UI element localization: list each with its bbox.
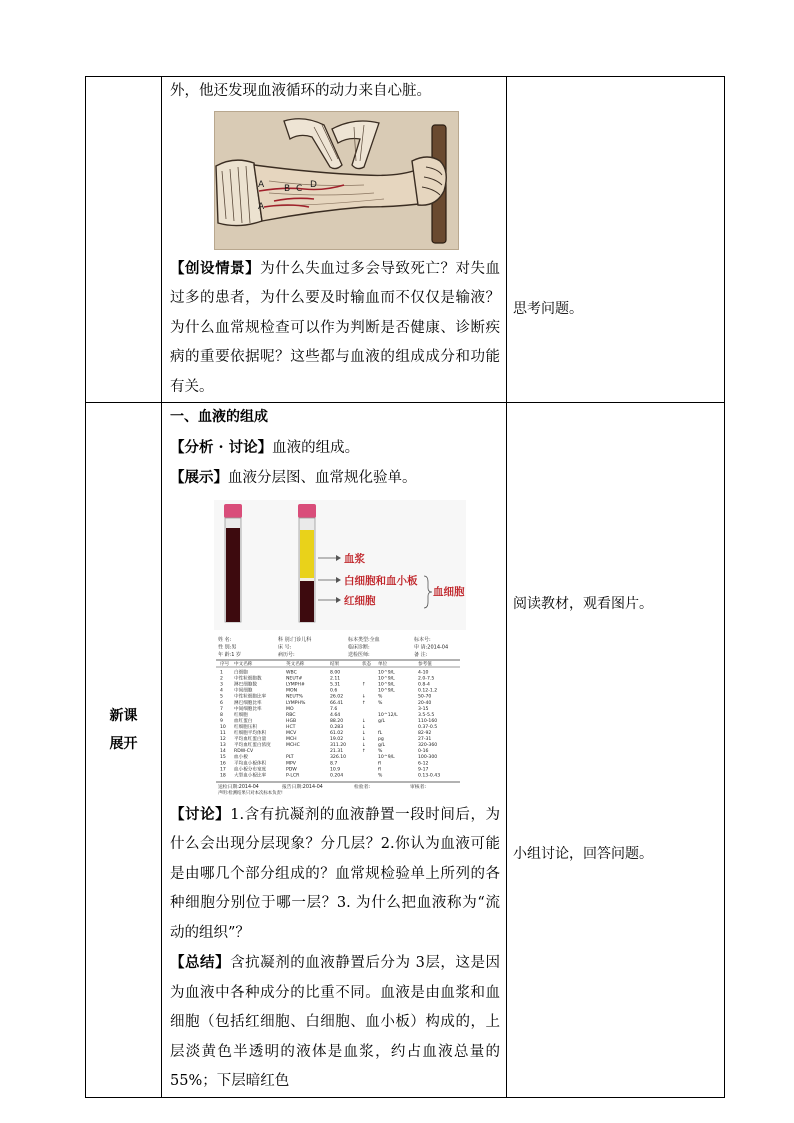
discussion-text: 1.含有抗凝剂的血液静置一段时间后，为什么会出现分层现象？分几层？2.你认为血液可能是由哪几个部分组成的？血常规检验单上所列的各种细胞分别位于哪一层？3. 为什么把血液称为“流动的组织”？: [170, 806, 501, 941]
report-cell: 15: [220, 754, 226, 760]
content-cell: [162, 77, 507, 403]
show-tag: 【展示】: [170, 469, 228, 486]
report-cell: 5.31: [330, 682, 341, 688]
section-cell: [86, 403, 162, 1098]
report-cell: g/L: [378, 742, 386, 748]
report-cell: %: [378, 694, 383, 700]
summary-tag: 【总结】: [170, 954, 231, 971]
report-cell: ↓: [362, 724, 366, 730]
report-cell: LYMPH%: [286, 700, 306, 706]
blood-test-report: [214, 634, 462, 796]
student-activity-read: 阅读教材，观看图片。: [513, 596, 653, 612]
report-cell: 12: [220, 736, 226, 742]
report-cell: WBC: [286, 670, 297, 675]
report-cell: 0.37-0.5: [418, 724, 438, 730]
report-cell: 88.20: [330, 718, 344, 724]
section-cell-empty: [86, 77, 162, 403]
activity-cell: [507, 403, 725, 1098]
report-cell: ↑: [362, 748, 366, 754]
report-cell: 1: [220, 670, 223, 675]
report-cell: 淋巴细胞数: [234, 682, 257, 688]
report-cell: PLT: [286, 754, 294, 760]
report-cell: RBC: [286, 712, 296, 718]
report-cell: PDW: [286, 766, 297, 772]
report-header-cell: 申 请:2014-04: [414, 644, 449, 650]
table-row: [86, 403, 725, 1098]
report-cell: MCV: [286, 730, 297, 736]
report-column-label: 参考值: [418, 661, 432, 667]
report-cell: 82-92: [418, 730, 432, 736]
arm-label-a-top: A: [258, 179, 265, 190]
report-column-label: 状态: [362, 661, 372, 667]
report-cell: 平均血红蛋白浓度: [234, 742, 271, 748]
report-cell: 100-300: [418, 754, 438, 760]
report-footer-cell: 送检日期:2014-04: [218, 784, 259, 790]
report-header-cell: 送检医师:: [348, 651, 370, 658]
report-cell: 21.31: [330, 748, 344, 754]
report-cell: 17: [220, 766, 226, 772]
report-cell: 中性粒细胞比率: [234, 694, 267, 700]
report-cell: 3.5-5.5: [418, 712, 435, 718]
label-plasma: 血浆: [344, 552, 365, 565]
arm-label-c: C: [296, 183, 303, 194]
tube1-cap: [224, 504, 242, 518]
report-column-label: 结果: [330, 661, 340, 667]
report-cell: 10.9: [330, 766, 341, 772]
report-cell: 0-16: [418, 748, 429, 754]
report-cell: 2: [220, 676, 223, 682]
report-cell: 311.20: [330, 742, 347, 748]
report-cell: 0.8-4: [418, 682, 430, 688]
report-cell: 61.02: [330, 730, 344, 736]
report-cell: ↑: [362, 682, 366, 688]
report-cell: MON: [286, 688, 298, 694]
report-cell: 10: [220, 724, 226, 730]
report-footer-cell: 报告日期:2014-04: [282, 784, 323, 790]
report-cell: 中间细胞比率: [234, 706, 262, 712]
report-cell: 白细胞: [234, 670, 248, 675]
report-cell: NEUT%: [286, 694, 303, 700]
report-cell: 110-160: [418, 718, 438, 724]
section-label-line1: 新课: [109, 708, 138, 724]
arm-label-b: B: [284, 183, 291, 194]
tube2-buffy-coat: [300, 578, 314, 581]
report-cell: MCH: [286, 736, 297, 742]
report-cell: 0.283: [330, 724, 344, 730]
report-cell: 66.41: [330, 700, 344, 706]
report-cell: 血小板分布宽度: [234, 766, 267, 772]
report-cell: 0.204: [330, 772, 344, 778]
report-cell: 6-12: [418, 760, 429, 766]
report-cell: 10^9/L: [378, 688, 395, 694]
report-column-label: 序号: [220, 661, 230, 667]
report-cell: ↓: [362, 718, 366, 724]
report-cell: 0.6: [330, 688, 338, 694]
report-cell: 10^9/L: [378, 670, 395, 675]
scenario-paragraph: [170, 254, 500, 403]
intro-line: 外，他还发现血液循环的动力来自心脏。: [170, 83, 431, 99]
report-cell: 0.13-0.43: [418, 772, 441, 778]
section-heading: 一、血液的组成: [170, 409, 268, 425]
report-cell: RDW-CV: [234, 748, 254, 754]
analysis-text: 血液的组成。: [272, 439, 360, 456]
report-header-cell: 姓 名:: [218, 636, 232, 643]
report-cell: MO: [286, 706, 294, 712]
report-cell: HGB: [286, 718, 297, 724]
report-cell: 2.0-7.5: [418, 676, 435, 682]
tube2-red-cells: [300, 581, 314, 622]
report-cell: 11: [220, 730, 226, 736]
report-cell: 10^12/L: [378, 712, 398, 718]
report-cell: g/L: [378, 718, 386, 724]
report-cell: P-LCR: [286, 772, 300, 778]
report-header-cell: 性 别:男: [218, 644, 237, 650]
report-cell: ↓: [362, 742, 366, 748]
report-cell: 红细胞压积: [234, 724, 257, 730]
report-cell: 红细胞平均体积: [234, 730, 267, 736]
report-column-label: 中文名称: [234, 661, 253, 667]
lesson-page: [85, 76, 723, 1089]
report-cell: 8: [220, 712, 223, 718]
report-cell: 3-15: [418, 706, 429, 712]
report-cell: 4.64: [330, 712, 341, 718]
report-cell: 27-31: [418, 736, 432, 742]
report-cell: 50-70: [418, 694, 432, 700]
report-cell: 26.02: [330, 694, 344, 700]
arm-label-d: D: [310, 179, 317, 190]
report-header-cell: 标本类型:全血: [348, 636, 380, 643]
report-cell: fL: [378, 730, 383, 736]
report-cell: 中性粒细胞数: [234, 676, 262, 682]
report-cell: fl: [378, 766, 381, 772]
harvey-arm-engraving: [214, 111, 459, 250]
report-cell: 10^9/L: [378, 676, 395, 682]
report-cell: 7.6: [330, 706, 338, 712]
report-cell: %: [378, 772, 383, 778]
report-header-cell: 标本号:: [414, 636, 431, 643]
report-cell: 9: [220, 718, 223, 724]
student-activity-think: 思考问题。: [513, 301, 583, 317]
report-cell: 平均血小板体积: [234, 760, 267, 766]
report-footer-cell: 检验者:: [354, 784, 371, 790]
report-cell: 血小板: [234, 754, 248, 760]
show-text: 血液分层图、血常规化验单。: [228, 470, 417, 486]
report-cell: %: [378, 700, 383, 706]
report-cell: 8.7: [330, 760, 338, 766]
report-note: 声明:检测结果只对本次标本负责!: [218, 790, 283, 796]
report-cell: fl: [378, 760, 381, 766]
report-cell: 7: [220, 706, 223, 712]
report-cell: ↓: [362, 694, 366, 700]
report-cell: 19.02: [330, 736, 344, 742]
report-cell: ↓: [362, 730, 366, 736]
report-cell: LYMPH#: [286, 682, 305, 688]
summary-text: 含抗凝剂的血液静置后分为 3层，这是因为血液中各种成分的比重不同。血液是由血浆和血细胞（包括红细胞、白细胞、血小板）构成的，上层淡黄色半透明的液体是血浆，约占血液总量的 55%；下层暗红色: [170, 955, 500, 1089]
report-header-cell: 病历号:: [278, 651, 295, 658]
report-header-cell: 临床诊断:: [348, 644, 370, 650]
report-header-cell: 床 号:: [278, 644, 292, 650]
report-cell: pg: [378, 736, 384, 742]
label-blood-cells: 血细胞: [433, 585, 465, 598]
report-cell: 4-10: [418, 670, 429, 675]
tube2-plasma: [300, 530, 314, 578]
report-cell: 16: [220, 760, 226, 766]
report-cell: 2.11: [330, 676, 341, 682]
report-cell: 红细胞: [234, 712, 248, 718]
summary-paragraph: [170, 948, 500, 1097]
report-cell: 3: [220, 682, 223, 688]
report-cell: 320-360: [418, 742, 438, 748]
blood-layer-figure: [214, 500, 466, 630]
report-cell: %: [378, 748, 383, 754]
report-cell: ↑: [362, 700, 366, 706]
report-cell: 9-17: [418, 766, 429, 772]
report-cell: 0.12-1.2: [418, 688, 438, 694]
report-cell: 平均血红蛋白量: [234, 736, 267, 742]
activity-cell: [507, 77, 725, 403]
label-wbc-platelet: 白细胞和血小板: [344, 574, 418, 587]
scenario-text: 为什么失血过多会导致死亡？对失血过多的患者，为什么要及时输血而不仅仅是输液？为什么血常规检查可以作为判断是否健康、诊断疾病的重要依据呢？这些都与血液的组成成分和功能有关。: [170, 260, 501, 395]
analysis-tag: 【分析 · 讨论】: [170, 438, 273, 456]
discussion-tag: 【讨论】: [170, 805, 231, 823]
report-cell: ↓: [362, 736, 366, 742]
arm-label-a-bottom: A: [258, 201, 265, 212]
report-cell: 5: [220, 694, 223, 700]
discussion-paragraph: [170, 800, 500, 949]
scenario-tag: 【创设情景】: [170, 259, 261, 277]
analysis-paragraph: [170, 433, 500, 464]
report-header-cell: 年 龄:1 岁: [218, 651, 242, 658]
report-column-label: 单位: [378, 661, 388, 667]
report-cell: 10^9/L: [378, 754, 395, 760]
report-header-cell: 备 注:: [414, 651, 428, 658]
report-cell: HCT: [286, 724, 296, 730]
report-cell: 8.00: [330, 670, 341, 675]
report-cell: 淋巴细胞比率: [234, 700, 262, 706]
tube2-cap: [298, 504, 316, 518]
report-cell: 6: [220, 700, 223, 706]
content-cell: [162, 403, 507, 1098]
section-label: [86, 702, 161, 758]
lesson-table: [85, 76, 725, 1098]
report-cell: 20-40: [418, 700, 432, 706]
report-cell: 大型血小板比率: [234, 772, 267, 778]
section-label-line2: 展开: [109, 736, 138, 752]
report-cell: 14: [220, 748, 226, 754]
report-footer-cell: 审核者:: [410, 784, 427, 790]
report-cell: 血红蛋白: [234, 718, 253, 724]
label-rbc: 红细胞: [344, 594, 376, 607]
report-cell: 326.10: [330, 754, 347, 760]
student-activity-discuss: 小组讨论，回答问题。: [513, 846, 653, 862]
report-cell: 18: [220, 772, 226, 778]
report-cell: MPV: [286, 760, 296, 766]
show-paragraph: [170, 463, 500, 494]
report-cell: 中间细胞: [234, 688, 253, 694]
report-cell: NEUT#: [286, 676, 303, 682]
report-cell: 13: [220, 742, 226, 748]
report-cell: 10^9/L: [378, 682, 395, 688]
report-header-cell: 科 别:门诊儿科: [278, 636, 312, 643]
report-cell: 4: [220, 688, 223, 694]
tube1-whole-blood: [226, 528, 240, 622]
table-row: [86, 77, 725, 403]
report-column-label: 英文名称: [286, 661, 305, 667]
report-cell: MCHC: [286, 742, 300, 748]
